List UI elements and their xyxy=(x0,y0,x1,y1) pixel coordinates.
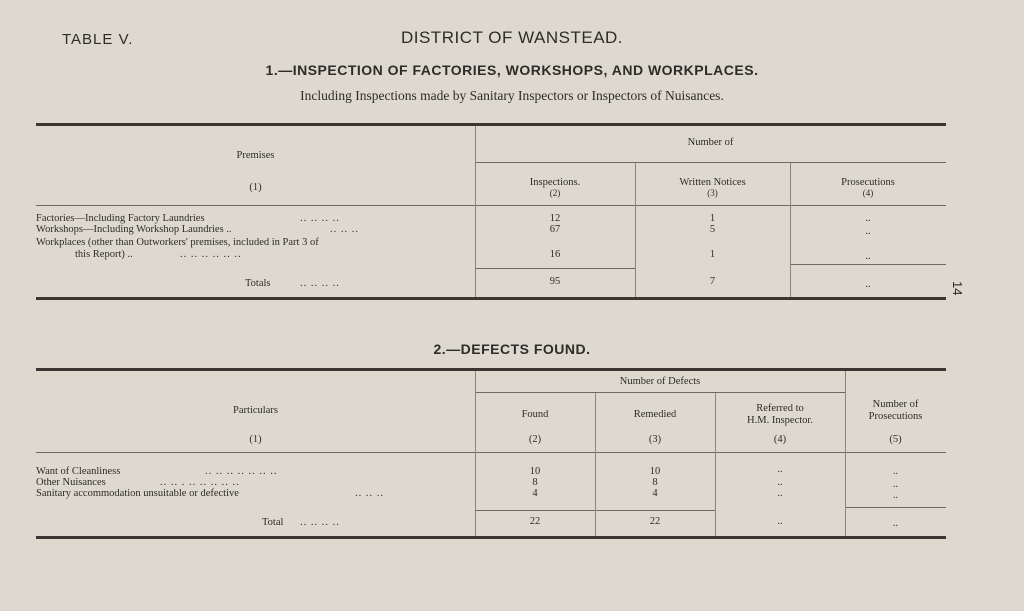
col-remedied-header: Remedied xyxy=(633,409,677,420)
section1-title: 1.—INSPECTION OF FACTORIES, WORKSHOPS, AND WORKPLACES. xyxy=(265,62,759,78)
found-value: 8 xyxy=(532,477,538,488)
prosecutions-total: .. xyxy=(892,518,899,529)
col-found-number: (2) xyxy=(528,434,542,445)
number-of-group-header: Number of xyxy=(687,137,734,148)
col-notices-number: (3) xyxy=(707,188,718,198)
col-prosecutions-number: (4) xyxy=(862,188,874,198)
inspections-value: 67 xyxy=(549,224,561,235)
leader-dots: .. .. .. xyxy=(355,488,384,499)
leader-dots: .. .. .. .. .. .. xyxy=(180,249,242,260)
table1-totals-rule-b xyxy=(790,264,946,265)
inspections-value: 16 xyxy=(549,249,561,260)
row-label: Factories—Including Factory Laundries xyxy=(36,213,205,224)
table1-top-rule xyxy=(36,123,946,126)
col-referred-header: Referred to xyxy=(756,403,804,414)
col-notices-header: Written Notices xyxy=(679,177,746,188)
prosecutions-value: .. xyxy=(865,213,871,224)
leader-dots: .. .. .. .. .. .. .. xyxy=(205,466,278,477)
inspections-total: 95 xyxy=(549,276,561,287)
leader-dots: .. .. .. xyxy=(330,224,359,235)
table1-header-rule xyxy=(36,205,946,206)
row-label: Want of Cleanliness xyxy=(36,466,121,477)
number-of-defects-header: Number of Defects xyxy=(619,376,701,387)
table2-divider xyxy=(475,371,476,536)
remedied-value: 4 xyxy=(652,488,658,499)
col-premises-number: (1) xyxy=(249,182,262,193)
col-particulars-header: Particulars xyxy=(233,405,278,416)
col-referred-number: (4) xyxy=(773,434,787,445)
col-prosecutions-header-line2: Prosecutions xyxy=(868,411,923,422)
leader-dots: .. .. . .. .. .. .. .. xyxy=(160,477,240,488)
prosecutions-value: .. xyxy=(892,466,899,477)
found-total: 22 xyxy=(529,516,541,527)
row-label: Sanitary accommodation unsuitable or defective xyxy=(36,488,239,499)
col-inspections-number: (2) xyxy=(549,188,561,198)
col-found-header: Found xyxy=(521,409,549,420)
referred-value: .. xyxy=(777,488,783,499)
col-prosecutions-header: Prosecutions xyxy=(841,177,895,188)
prosecutions-value: .. xyxy=(892,479,899,490)
row-label: Other Nuisances xyxy=(36,477,106,488)
remedied-value: 8 xyxy=(652,477,658,488)
section1-subtitle: Including Inspections made by Sanitary Inspectors or Inspectors of Nuisances. xyxy=(300,88,724,103)
totals-label: Total xyxy=(262,517,284,528)
notices-total: 7 xyxy=(709,276,716,287)
row-label: Workshops—Including Workshop Laundries .. xyxy=(36,224,232,235)
prosecutions-total: .. xyxy=(865,279,871,290)
totals-label: Totals xyxy=(245,278,271,289)
col-premises-header: Premises xyxy=(236,150,275,161)
table2-totals-rule-b xyxy=(845,507,946,508)
referred-total: .. xyxy=(777,516,783,527)
district-title: DISTRICT OF WANSTEAD. xyxy=(400,28,624,47)
leader-dots: .. .. .. .. xyxy=(300,213,340,224)
prosecutions-value: .. xyxy=(892,490,899,501)
table1-totals-rule-a xyxy=(475,268,635,269)
prosecutions-value: .. xyxy=(865,226,871,237)
col-particulars-number: (1) xyxy=(249,434,262,445)
table-label: TABLE V. xyxy=(62,31,134,48)
table2-group-rule xyxy=(475,392,845,393)
row-label-continued: this Report) .. xyxy=(75,249,133,260)
row-label: Workplaces (other than Outworkers' premises, included in Part 3 of xyxy=(36,237,319,248)
prosecutions-value: .. xyxy=(865,251,871,262)
found-value: 4 xyxy=(532,488,538,499)
remedied-value: 10 xyxy=(649,466,661,477)
table1-divider xyxy=(475,126,476,297)
leader-dots: .. .. .. .. xyxy=(300,517,340,528)
remedied-total: 22 xyxy=(649,516,661,527)
referred-value: .. xyxy=(777,477,783,488)
col-referred-header-line2: H.M. Inspector. xyxy=(747,415,813,426)
inspections-value: 12 xyxy=(549,213,561,224)
referred-value: .. xyxy=(777,464,783,475)
leader-dots: .. .. .. .. xyxy=(300,278,340,289)
col-prosecutions-header: Number of xyxy=(872,399,919,410)
table2-divider xyxy=(845,371,846,536)
table1-group-rule xyxy=(475,162,946,163)
notices-value: 1 xyxy=(709,213,716,224)
section2-title: 2.—DEFECTS FOUND. xyxy=(433,341,591,357)
found-value: 10 xyxy=(529,466,541,477)
table1-bottom-rule xyxy=(36,297,946,300)
table2-bottom-rule xyxy=(36,536,946,539)
table2-header-rule xyxy=(36,452,946,453)
notices-value: 5 xyxy=(709,224,716,235)
table2-top-rule xyxy=(36,368,946,371)
col-inspections-header: Inspections. xyxy=(529,177,581,188)
page-number: 14 xyxy=(950,281,965,296)
col-remedied-number: (3) xyxy=(648,434,662,445)
notices-value: 1 xyxy=(709,249,716,260)
col-prosecutions-number: (5) xyxy=(889,434,902,445)
